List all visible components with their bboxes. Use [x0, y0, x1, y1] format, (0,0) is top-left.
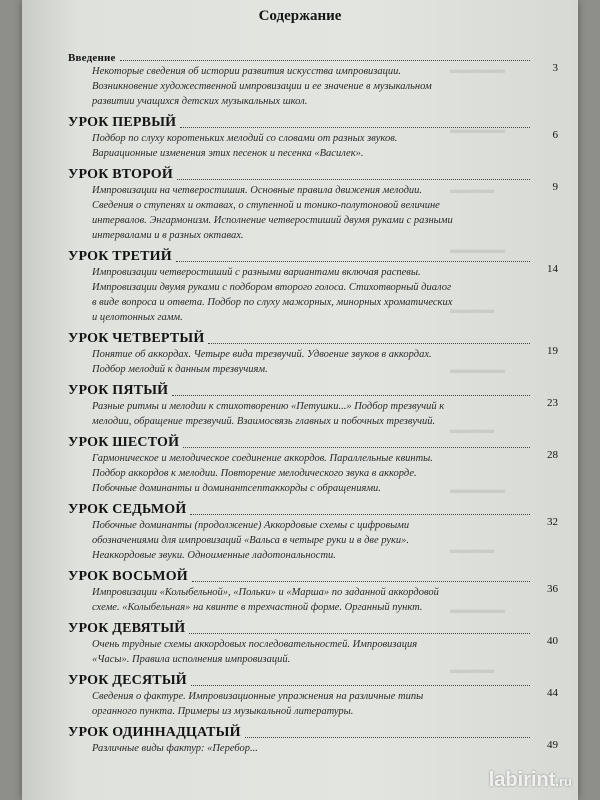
description-line: и целотонных гамм.	[92, 312, 183, 323]
page-number: 36	[547, 583, 558, 595]
lesson-description	[92, 64, 538, 109]
description-line: Разные ритмы и мелодии к стихотворению «Петушки...» Подбор трезвучий к	[92, 401, 445, 412]
lesson-description	[92, 131, 538, 161]
description-line: Побочные доминанты (продолжение) Аккордовые схемы с цифровыми	[92, 520, 410, 531]
lesson-description	[92, 637, 538, 667]
toc-entry	[68, 331, 558, 377]
description-line: Очень трудные схемы аккордовых последовательностей. Импровизация	[92, 639, 418, 650]
lesson-heading: УРОК СЕДЬМОЙ	[68, 502, 187, 517]
table-of-contents	[68, 52, 558, 762]
page-title: Содержание	[258, 8, 342, 24]
lesson-description	[92, 451, 538, 496]
lesson-description	[92, 689, 538, 719]
description-line: интервалов. Энгармонизм. Исполнение четверостиший двумя руками с разными	[92, 215, 453, 226]
lesson-heading: УРОК ВОСЬМОЙ	[68, 569, 188, 584]
lesson-description	[92, 741, 538, 756]
lesson-heading: УРОК ПЯТЫЙ	[68, 383, 169, 398]
description-line: схеме. «Колыбельная» на квинте в трехчастной форме. Органный пункт.	[92, 602, 423, 613]
toc-entry	[68, 115, 558, 161]
description-line: Подбор аккордов к мелодии. Повторение мелодического звука в аккорде.	[92, 468, 417, 479]
description-line: Импровизации «Колыбельной», «Польки» и «Марша» по заданной аккордовой	[92, 587, 439, 598]
watermark-brand: labirint	[488, 769, 556, 791]
lesson-heading: УРОК ОДИННАДЦАТЫЙ	[68, 725, 241, 740]
watermark-logo	[489, 769, 572, 792]
toc-entry	[68, 569, 558, 615]
lesson-description	[92, 183, 538, 243]
description-line: Подбор по слуху коротеньких мелодий со словами от разных звуков.	[92, 133, 398, 144]
description-line: Возникновение художественной импровизации и ее значение в музыкальном	[92, 81, 432, 92]
dot-leader	[120, 60, 530, 61]
dot-leader	[172, 395, 530, 396]
description-line: «Часы». Правила исполнения импровизаций.	[92, 654, 291, 665]
dot-leader	[191, 685, 530, 686]
description-line: обозначениями для импровизаций «Вальса в четыре руки и в две руки».	[92, 535, 410, 546]
description-line: Понятие об аккордах. Четыре вида трезвучий. Удвоение звуков в аккордах.	[92, 349, 432, 360]
lesson-heading: УРОК ШЕСТОЙ	[68, 435, 180, 450]
bleed-through-text: ▬▬▬▬▬ ▬▬▬▬▬ ▬▬▬▬ ▬▬▬▬▬ ▬▬▬▬ ▬▬▬▬▬ ▬▬▬▬ ▬▬▬▬▬ ▬▬▬▬ ▬▬▬▬▬ ▬▬▬▬	[450, 64, 505, 676]
toc-entry	[68, 673, 558, 719]
toc-entry	[68, 249, 558, 325]
description-line: Побочные доминанты и доминантсептаккорды с обращениями.	[92, 483, 381, 494]
lesson-heading: УРОК ДЕСЯТЫЙ	[68, 673, 187, 688]
toc-entry	[68, 725, 558, 756]
description-line: Вариационные изменения этих песенок и песенка «Василек».	[92, 148, 364, 159]
description-line: Различные виды фактур: «Перебор...	[92, 743, 258, 754]
page-number: 44	[547, 687, 558, 699]
page-number: 49	[547, 739, 558, 751]
description-line: Импровизации на четверостишия. Основные правила движения мелодии.	[92, 185, 423, 196]
dot-leader	[245, 737, 530, 738]
description-line: развитии учащихся детских музыкальных школ.	[92, 96, 308, 107]
dot-leader	[176, 261, 530, 262]
page-number: 40	[547, 635, 558, 647]
toc-entry	[68, 383, 558, 429]
description-line: Сведения о ступенях и октавах, о ступенной и тонико-полутоновой величине	[92, 200, 440, 211]
description-line: органного пункта. Примеры из музыкальной литературы.	[92, 706, 354, 717]
lesson-heading: УРОК ТРЕТИЙ	[68, 249, 172, 264]
lesson-description	[92, 585, 538, 615]
toc-entry	[68, 621, 558, 667]
lesson-heading: УРОК ДЕВЯТЫЙ	[68, 621, 186, 636]
description-line: Некоторые сведения об истории развития искусства импровизации.	[92, 66, 402, 77]
description-line: в виде вопроса и ответа. Подбор по слуху мажорных, минорных хроматических	[92, 297, 453, 308]
lesson-description	[92, 399, 538, 429]
toc-entry	[68, 502, 558, 563]
watermark-tld: .ru	[555, 774, 572, 789]
lesson-heading: УРОК ЧЕТВЕРТЫЙ	[68, 331, 205, 346]
description-line: интервалами и в разных октавах.	[92, 230, 244, 241]
book-page	[22, 0, 578, 800]
page-number: 3	[552, 62, 558, 74]
lesson-description	[92, 347, 538, 377]
dot-leader	[180, 127, 530, 128]
toc-entry	[68, 52, 558, 109]
dot-leader	[189, 633, 530, 634]
page-number: 9	[552, 181, 558, 193]
dot-leader	[177, 179, 530, 180]
lesson-heading: УРОК ВТОРОЙ	[68, 167, 173, 182]
description-line: Сведения о фактуре. Импровизационные упражнения на различные типы	[92, 691, 424, 702]
description-line: Неаккордовые звуки. Одноименные ладотональности.	[92, 550, 336, 561]
description-line: мелодии, обращение трезвучий. Взаимосвязь главных и побочных трезвучий.	[92, 416, 436, 427]
page-number: 6	[552, 129, 558, 141]
lesson-description	[92, 265, 538, 325]
lesson-heading: Введение	[68, 52, 116, 64]
toc-entry	[68, 167, 558, 243]
page-number: 28	[547, 449, 558, 461]
dot-leader	[183, 447, 530, 448]
dot-leader	[192, 581, 530, 582]
dot-leader	[190, 514, 530, 515]
dot-leader	[208, 343, 530, 344]
page-number: 19	[547, 345, 558, 357]
page-number: 32	[547, 516, 558, 528]
toc-entry	[68, 435, 558, 496]
page-number: 14	[547, 263, 558, 275]
description-line: Гармоническое и мелодическое соединение аккордов. Параллельные квинты.	[92, 453, 433, 464]
description-line: Импровизации четверостиший с разными вариантами включая распевы.	[92, 267, 421, 278]
description-line: Подбор мелодий к данным трезвучиям.	[92, 364, 268, 375]
lesson-description	[92, 518, 538, 563]
description-line: Импровизации двумя руками с подбором второго голоса. Стихотворный диалог	[92, 282, 452, 293]
page-number: 23	[547, 397, 558, 409]
lesson-heading: УРОК ПЕРВЫЙ	[68, 115, 177, 130]
